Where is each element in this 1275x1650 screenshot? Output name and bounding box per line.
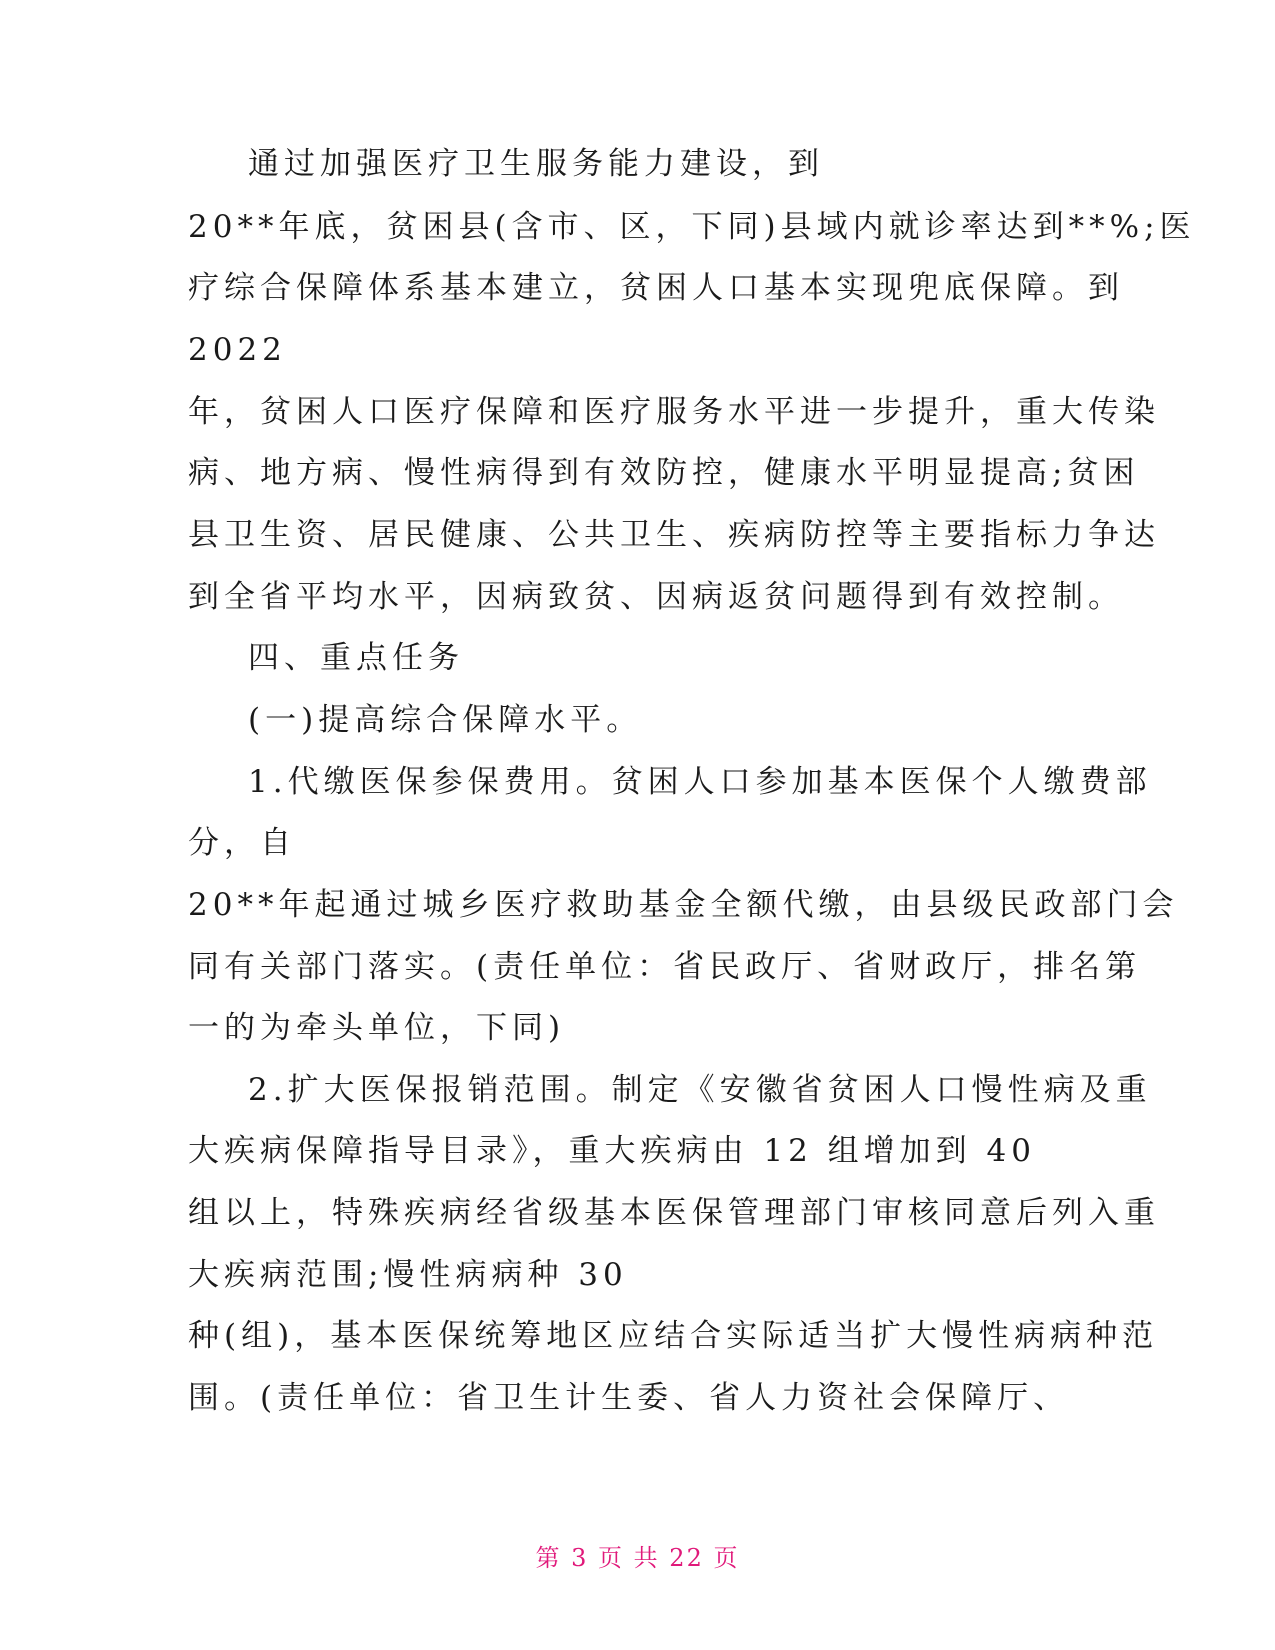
paragraph-line: 2.扩大医保报销范围。制定《安徽省贫困人口慢性病及重 [248,1072,1152,1108]
paragraph-line: 20**年起通过城乡医疗救助基金全额代缴，由县级民政部门会 [188,887,1179,923]
paragraph-line: 年，贫困人口医疗保障和医疗服务水平进一步提升，重大传染 [188,394,1160,430]
subsection-heading: (一)提高综合保障水平。 [248,702,643,738]
paragraph-line: 同有关部门落实。(责任单位：省民政厅、省财政厅，排名第 [188,949,1142,985]
paragraph-line: 大疾病保障指导目录》，重大疾病由 12 组增加到 40 [188,1133,1036,1169]
paragraph-line: 到全省平均水平，因病致贫、因病返贫问题得到有效控制。 [188,579,1124,615]
paragraph-line: 病、地方病、慢性病得到有效防控，健康水平明显提高;贫困 [188,455,1140,491]
paragraph-line: 1.代缴医保参保费用。贫困人口参加基本医保个人缴费部 [248,764,1152,800]
page-number-footer: 第 3 页 共 22 页 [535,1544,740,1572]
section-heading: 四、重点任务 [248,640,464,676]
paragraph-line: 种(组)，基本医保统筹地区应结合实际适当扩大慢性病病种范 [188,1318,1159,1354]
paragraph-line: 通过加强医疗卫生服务能力建设，到 [248,146,824,182]
paragraph-line: 县卫生资、居民健康、公共卫生、疾病防控等主要指标力争达 [188,517,1160,553]
paragraph-line: 分，自 [188,825,296,861]
paragraph-line: 组以上，特殊疾病经省级基本医保管理部门审核同意后列入重 [188,1195,1160,1231]
paragraph-line: 围。(责任单位：省卫生计生委、省人力资社会保障厅、 [188,1380,1070,1416]
paragraph-line: 2022 [188,332,287,368]
paragraph-line: 疗综合保障体系基本建立，贫困人口基本实现兜底保障。到 [188,270,1124,306]
paragraph-line: 大疾病范围;慢性病病种 30 [188,1257,628,1293]
paragraph-line: 一的为牵头单位，下同) [188,1010,566,1046]
paragraph-line: 20**年底，贫困县(含市、区，下同)县域内就诊率达到**%;医 [188,209,1196,245]
